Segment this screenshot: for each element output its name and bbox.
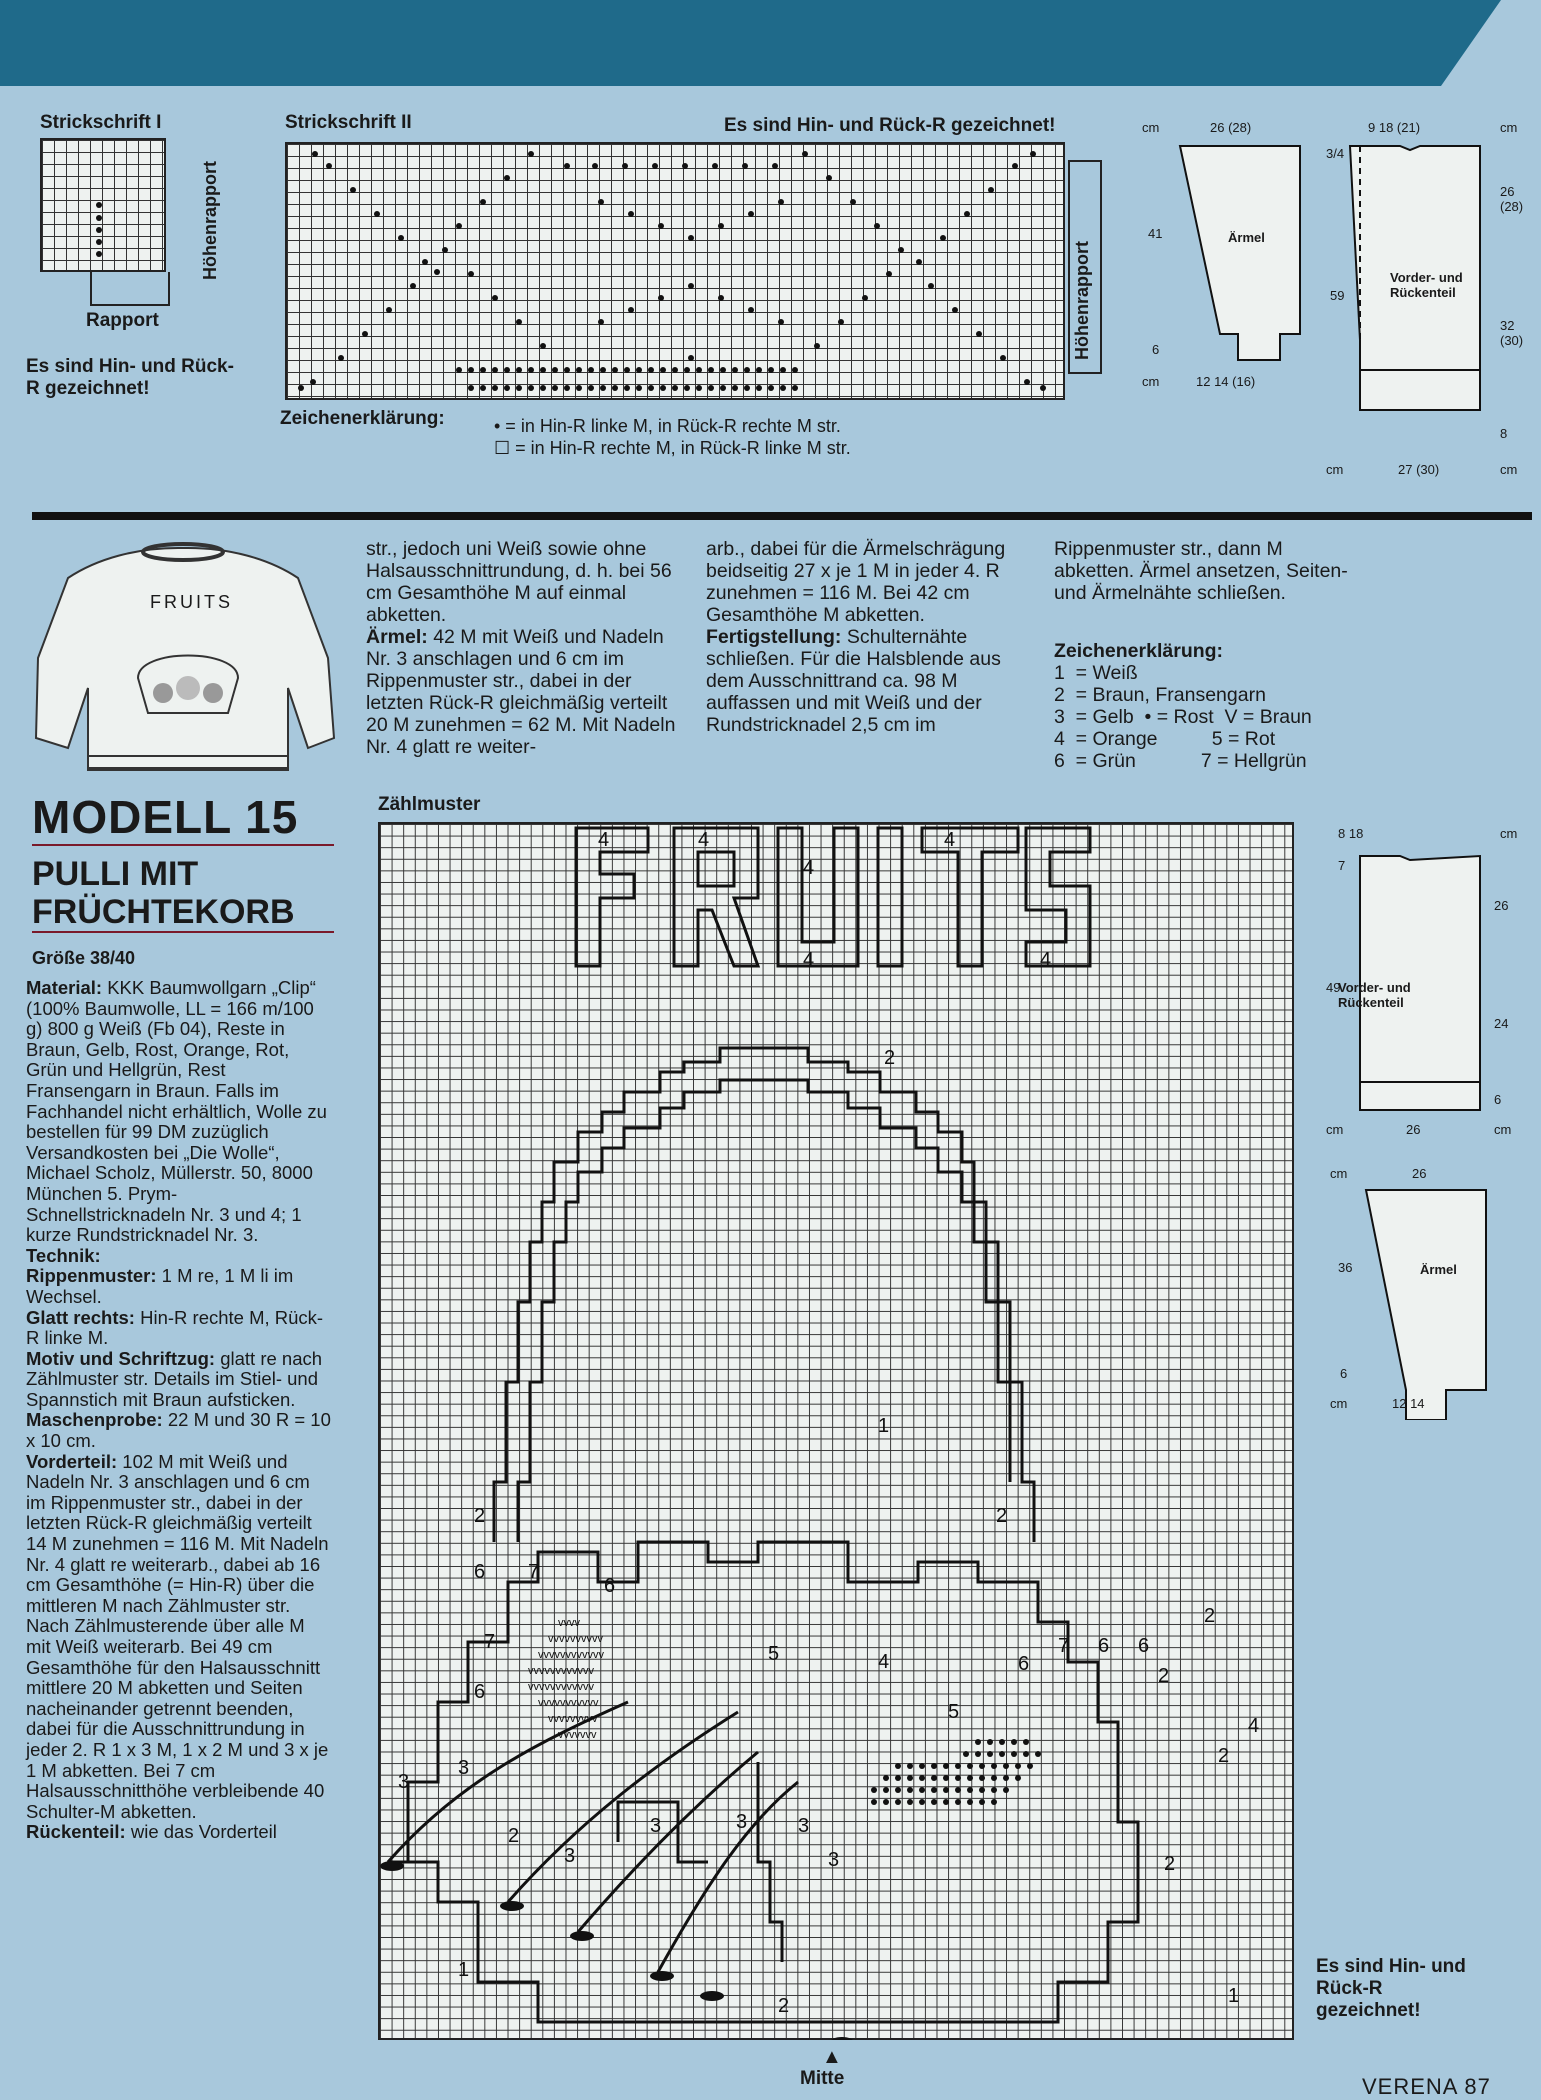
page-footer: VERENA 87: [1362, 2074, 1491, 2099]
svg-text:2: 2: [474, 1505, 486, 1527]
svg-text:3: 3: [564, 1845, 576, 1867]
chart1-title: Strickschrift I: [40, 112, 162, 133]
svg-text:2: 2: [1164, 1853, 1176, 1875]
sb-neck: 7: [1338, 858, 1346, 873]
c1-7-t: wie das Vorderteil: [125, 1821, 277, 1843]
sweater-text: FRUITS: [150, 592, 233, 612]
sleeve-shape: [1180, 146, 1300, 360]
svg-text:6: 6: [1018, 1653, 1030, 1675]
svg-text:2: 2: [1158, 1665, 1170, 1687]
svg-text:7: 7: [528, 1561, 540, 1583]
chart2-side-label: Höhenrapport: [1072, 241, 1092, 360]
sch-cm-2: cm: [1142, 374, 1160, 389]
big-chart-title: Zählmuster: [378, 794, 481, 815]
sb-sleeve-h: 36: [1338, 1260, 1353, 1275]
svg-text:vvvvvvvvvvvv: vvvvvvvvvvvv: [528, 1681, 594, 1693]
svg-text:3: 3: [650, 1815, 662, 1837]
rapport-bracket: [90, 272, 170, 306]
sb-sleeve-label: Ärmel: [1420, 1262, 1457, 1277]
svg-text:4: 4: [1248, 1715, 1260, 1737]
legend-box: ☐ = in Hin-R rechte M, in Rück-R linke M str.: [494, 438, 851, 458]
sb-cm-2: cm: [1326, 1122, 1344, 1137]
svg-text:4: 4: [698, 829, 710, 851]
legend2: [1054, 640, 1394, 772]
svg-text:4: 4: [803, 949, 815, 971]
svg-text:3: 3: [458, 1757, 470, 1779]
c1-5-t: 22 M und 30 R = 10 x 10 cm.: [26, 1409, 331, 1452]
sleeve-height: 41: [1148, 226, 1163, 241]
svg-text:3: 3: [736, 1811, 748, 1833]
c3-text: arb., dabei für die Ärmelschrägung beidseitig 27 x je 1 M in jeder 4. R zunehmen = 116 M. Bei 42 cm Gesamthöhe M abketten.: [706, 538, 1006, 626]
c1-5-b: Maschenprobe:: [26, 1409, 163, 1431]
chart1-side-label: Höhenrapport: [200, 161, 220, 280]
svg-text:vvvvvvvvv: vvvvvvvvv: [548, 1713, 598, 1725]
body-label: Vorder- und Rückenteil: [1390, 270, 1463, 300]
body-width: 27 (30): [1398, 462, 1440, 477]
legend-dot: • = in Hin-R linke M, in Rück-R rechte M str.: [494, 416, 841, 436]
c1-0-b: Material:: [26, 977, 103, 998]
svg-text:6: 6: [604, 1575, 616, 1597]
sb-cm-3: cm: [1494, 1122, 1512, 1137]
c1-0-t: KKK Baumwollgarn „Clip“ (100% Baumwolle, LL = 166 m/100 g) 800 g Weiß (Fb 04), Reste in Braun, Gelb, Rost, Orange, Rot, Grün und Hellgrün, Rest Fransengarn in Braun. Falls im Fachhandel nicht erhältlich, Wolle zu bestellen für 99 DM zuzüglich Versandkosten bei „Die Wolle“, Michael Scholz, Müllerstr. 50, 8000 München 5. Prym-Schnellstricknadeln Nr. 3 und 4; 1 kurze Rundstricknadel Nr. 3.: [26, 977, 327, 1246]
chart2-note: Es sind Hin- und Rück-R gezeichnet!: [724, 115, 1056, 136]
svg-text:4: 4: [598, 829, 610, 851]
svg-text:1: 1: [878, 1415, 890, 1437]
c1-6-t: 102 M mit Weiß und Nadeln Nr. 3 anschlagen und 6 cm im Rippenmuster str., dabei in der letzten Rück-R gleichmäßig verteilt 14 M zunehmen = 116 M. Mit Nadeln Nr. 4 glatt re weiterarb., dabei ab 16 cm Gesamthöhe (= Hin-R) über die mittleren M nach Zählmuster str. Nach Zählmusterende über alle M mit Weiß weiterarb. Bei 49 cm Gesamthöhe für den Halsausschnitt mittlere 20 M abketten und Seiten nacheinander getrennt beenden, dabei für die Ausschnittrundung in jeder 2. R 1 x 3 M, 1 x 2 M und 3 x je 1 M abketten. Bei 7 cm Halsausschnitthöhe verbleibende 40 Schulter-M abketten.: [26, 1450, 329, 1822]
svg-text:vvvvvvvvvvvv: vvvvvvvvvvvv: [538, 1649, 604, 1661]
c1-1-b: Technik:: [26, 1244, 101, 1266]
c3-fin: Schulternähte schließen. Für die Halsblende aus dem Ausschnittrand ca. 98 M auffassen und mit Weiß und der Rundstricknadel 2,5 cm im: [706, 626, 1001, 736]
chart2-dots: [285, 142, 1065, 400]
c1-2-t: 1 M re, 1 M li im Wechsel.: [26, 1265, 294, 1307]
sb-body-label: Vorder- und Rückenteil: [1338, 980, 1411, 1010]
sb-h2: 24: [1494, 1016, 1509, 1031]
svg-text:2: 2: [884, 1047, 896, 1069]
sch-cm-3: cm: [1500, 120, 1518, 135]
legend2-item-2: 2 = Braun, Fransengarn: [1054, 684, 1266, 706]
sb-sleeve-cuff: 6: [1340, 1366, 1348, 1381]
chart2-title: Strickschrift II: [285, 112, 412, 133]
body-top: 9 18 (21): [1368, 120, 1421, 135]
c3-fin-b: Fertigstellung:: [706, 626, 842, 648]
sb-h1: 26: [1494, 898, 1509, 913]
c1-3-t: Hin-R rechte M, Rück-R linke M.: [26, 1306, 324, 1349]
chart1-note: Es sind Hin- und Rück-R gezeichnet!: [26, 356, 234, 399]
model-size: Größe 38/40: [32, 948, 136, 968]
instructions-col1: [26, 978, 334, 1843]
sch-cm-1: cm: [1142, 120, 1160, 135]
legend2-item-3: 3 = Gelb • = Rost V = Braun: [1054, 706, 1312, 728]
svg-text:2: 2: [778, 1995, 790, 2017]
svg-text:vvvvvvvvvv: vvvvvvvvvv: [548, 1633, 603, 1645]
model-subtitle-1: PULLI MIT: [32, 855, 199, 893]
svg-text:4: 4: [803, 857, 815, 879]
svg-text:6: 6: [474, 1561, 486, 1583]
c2-sleeve-b: Ärmel:: [366, 626, 428, 648]
c2-text: str., jedoch uni Weiß sowie ohne Halsausschnittrundung, d. h. bei 56 cm Gesamthöhe M auf einmal abketten.: [366, 538, 672, 626]
svg-text:3: 3: [828, 1849, 840, 1871]
sleeve-label: Ärmel: [1228, 230, 1265, 245]
c1-6-b: Vorderteil:: [26, 1450, 118, 1472]
legend2-item-1: 1 = Weiß: [1054, 662, 1138, 684]
sb-h-total: 49: [1326, 980, 1341, 995]
sleeve2-shape: [1366, 1190, 1486, 1420]
body-h1: 26 (28): [1500, 184, 1524, 214]
c2-sleeve: 42 M mit Weiß und Nadeln Nr. 3 anschlagen und 6 cm im Rippenmuster str., dabei in der letzten Rück-R gleichmäßig verteilt 20 M zunehmen = 62 M. Mit Nadeln Nr. 4 glatt re weiter-: [366, 626, 676, 758]
svg-text:6: 6: [1098, 1635, 1110, 1657]
svg-text:6: 6: [1138, 1635, 1150, 1657]
model-subtitle-2: FRÜCHTEKORB: [32, 893, 334, 933]
mitte-arrow: ▲: [822, 2046, 842, 2068]
sleeve-cuff: 6: [1152, 342, 1160, 357]
svg-text:2: 2: [996, 1505, 1008, 1527]
svg-text:4: 4: [944, 829, 956, 851]
svg-text:2: 2: [1218, 1745, 1230, 1767]
svg-text:2: 2: [1204, 1605, 1216, 1627]
c1-2-b: Rippenmuster:: [26, 1265, 157, 1287]
sb-cm-1: cm: [1500, 826, 1518, 841]
svg-text:5: 5: [768, 1643, 780, 1665]
sb-rib: 6: [1494, 1092, 1502, 1107]
sb-cm-5: cm: [1330, 1396, 1348, 1411]
c1-4-t: glatt re nach Zählmuster str. Details im Stiel- und Spannstich mit Braun aufsticken.: [26, 1347, 323, 1410]
c1-3-b: Glatt rechts:: [26, 1306, 135, 1328]
svg-text:6: 6: [474, 1681, 486, 1703]
body-rib: 8: [1500, 426, 1508, 441]
sweater-illustration: [28, 538, 338, 778]
sb-sleeve-bottom: 12 14: [1392, 1396, 1425, 1411]
body-neck: 3/4: [1326, 146, 1345, 161]
sleeve-bottom: 12 14 (16): [1196, 374, 1256, 389]
svg-text:1: 1: [1228, 1985, 1240, 2007]
sb-cm-4: cm: [1330, 1166, 1348, 1181]
c1-4-b: Motiv und Schriftzug:: [26, 1347, 216, 1369]
legend2-item-4: 4 = Orange 5 = Rot: [1054, 728, 1276, 750]
sb-width: 26: [1406, 1122, 1421, 1137]
svg-text:vvvvvvvvvvvv: vvvvvvvvvvvv: [528, 1665, 594, 1677]
big-chart-drawing: [378, 822, 1294, 2040]
instructions-col4: Rippenmuster str., dann M abketten. Ärmel ansetzen, Seiten- und Ärmelnähte schließen.: [1054, 538, 1348, 604]
big-chart-note: Es sind Hin- und Rück-R gezeichnet!: [1316, 1956, 1466, 2021]
svg-text:1: 1: [458, 1959, 470, 1981]
svg-text:vvvvvvvvvvv: vvvvvvvvvvv: [538, 1697, 599, 1709]
sb-top-dims: 8 18: [1338, 826, 1364, 841]
svg-text:vvvvvvv: vvvvvvv: [558, 1729, 597, 1741]
section-divider: [32, 512, 1532, 520]
svg-text:3: 3: [398, 1771, 410, 1793]
sch-cm-5: cm: [1500, 462, 1518, 477]
mitte-label: Mitte: [800, 2068, 845, 2089]
c1-7-b: Rückenteil:: [26, 1821, 126, 1843]
instructions-col3: [706, 538, 1016, 736]
legend2-title: Zeichenerklärung:: [1054, 640, 1224, 662]
legend-title: Zeichenerklärung:: [280, 408, 445, 429]
instructions-col2: [366, 538, 676, 758]
body-total: 59: [1330, 288, 1345, 303]
svg-text:vvvv: vvvv: [558, 1617, 580, 1629]
chart1-grid: [40, 138, 166, 272]
body-h2: 32 (30): [1500, 318, 1524, 348]
svg-text:4: 4: [1040, 949, 1052, 971]
svg-text:7: 7: [484, 1631, 496, 1653]
svg-text:2: 2: [508, 1825, 520, 1847]
svg-text:3: 3: [798, 1815, 810, 1837]
svg-text:7: 7: [1058, 1635, 1070, 1657]
svg-text:4: 4: [878, 1651, 890, 1673]
sleeve-width-top: 26 (28): [1210, 120, 1252, 135]
legend2-item-5: 6 = Grün 7 = Hellgrün: [1054, 750, 1307, 772]
sch-cm-4: cm: [1326, 462, 1344, 477]
chart1-bottom: Rapport: [86, 310, 159, 331]
sb-sleeve-width: 26: [1412, 1166, 1427, 1181]
header-bar: [0, 0, 1541, 86]
model-title: MODELL 15: [32, 790, 334, 846]
svg-text:5: 5: [948, 1701, 960, 1723]
